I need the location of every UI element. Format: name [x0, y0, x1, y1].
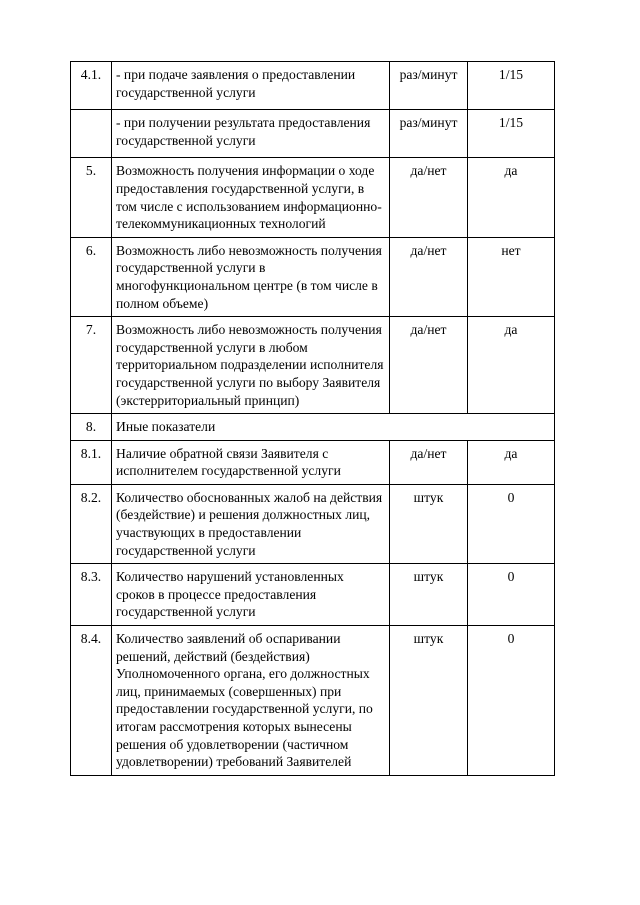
row-unit: да/нет	[390, 440, 468, 484]
row-unit: штук	[390, 484, 468, 563]
row-number: 5.	[71, 158, 112, 237]
row-value: 0	[468, 484, 555, 563]
row-number: 8.4.	[71, 626, 112, 776]
table-row	[71, 564, 555, 626]
row-number: 8.1.	[71, 440, 112, 484]
row-value: нет	[468, 237, 555, 316]
row-value: да	[468, 440, 555, 484]
row-value: 0	[468, 564, 555, 626]
row-description: - при подаче заявления о предоставлении государственной услуги	[112, 62, 390, 110]
table-row	[71, 484, 555, 563]
row-description: Количество заявлений об оспаривании решений, действий (бездействия) Уполномоченного органа, его должностных лиц, принимаемых (совершенных) при предоставлении государственной услуги, по итогам рассмотрения которых вынесены решения об удовлетворении (частичном удовлетворении) требований Заявителей	[112, 626, 390, 776]
row-unit: штук	[390, 626, 468, 776]
table-row	[71, 317, 555, 414]
row-description: Количество нарушений установленных сроков в процессе предоставления государственной услуги	[112, 564, 390, 626]
row-number: 6.	[71, 237, 112, 316]
row-value: да	[468, 158, 555, 237]
table-row-section	[71, 414, 555, 441]
row-number: 8.2.	[71, 484, 112, 563]
row-value: 1/15	[468, 62, 555, 110]
row-description: Возможность получения информации о ходе предоставления государственной услуги, в том числе с использованием информационно-телекоммуникационных технологий	[112, 158, 390, 237]
row-description: - при получении результата предоставления государственной услуги	[112, 110, 390, 158]
table-row	[71, 62, 555, 110]
row-value: да	[468, 317, 555, 414]
table-row	[71, 110, 555, 158]
row-description: Возможность либо невозможность получения государственной услуги в многофункциональном центре (в том числе в полном объеме)	[112, 237, 390, 316]
section-heading: Иные показатели	[112, 414, 555, 441]
indicators-table	[70, 61, 555, 776]
row-unit: штук	[390, 564, 468, 626]
row-number: 8.3.	[71, 564, 112, 626]
row-description: Наличие обратной связи Заявителя с исполнителем государственной услуги	[112, 440, 390, 484]
row-unit: да/нет	[390, 237, 468, 316]
row-number: 8.	[71, 414, 112, 441]
row-unit: раз/минут	[390, 110, 468, 158]
row-description: Количество обоснованных жалоб на действия (бездействие) и решения должностных лиц, участвующих в предоставлении государственной услуги	[112, 484, 390, 563]
row-number: 4.1.	[71, 62, 112, 110]
row-unit: да/нет	[390, 317, 468, 414]
row-value: 1/15	[468, 110, 555, 158]
row-value: 0	[468, 626, 555, 776]
row-description: Возможность либо невозможность получения государственной услуги в любом территориальном подразделении исполнителя государственной услуги по выбору Заявителя (экстерриториальный принцип)	[112, 317, 390, 414]
table-row	[71, 237, 555, 316]
row-unit: да/нет	[390, 158, 468, 237]
table-row	[71, 440, 555, 484]
table-row	[71, 158, 555, 237]
row-unit: раз/минут	[390, 62, 468, 110]
row-number: 7.	[71, 317, 112, 414]
table-row	[71, 626, 555, 776]
row-number	[71, 110, 112, 158]
